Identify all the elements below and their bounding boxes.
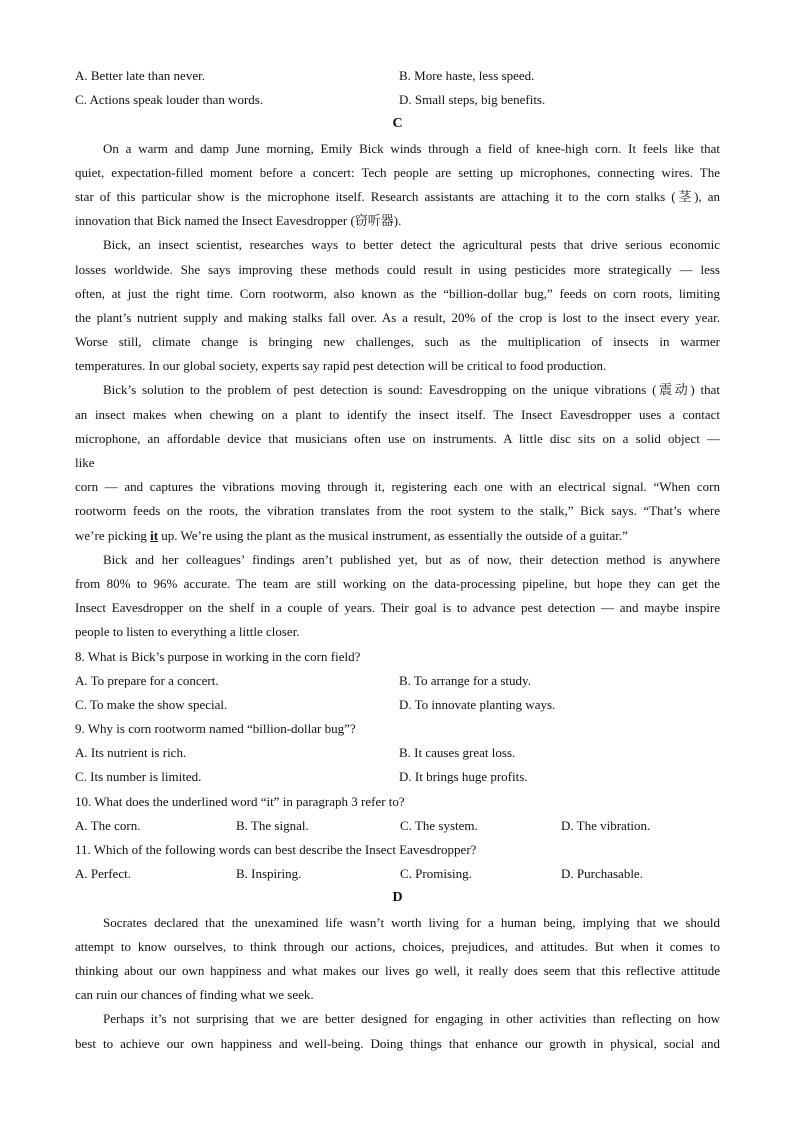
section-d-paragraph-2: [75, 1007, 720, 1055]
underlined-word: it: [150, 527, 159, 543]
text-line: Perhaps it’s not surprising that we are better designed for engaging in other activities than reflecting on how: [103, 1011, 720, 1027]
option-d: D. The vibration.: [561, 817, 651, 833]
section-c-paragraph-1: [75, 137, 720, 234]
section-c-paragraph-4: [75, 548, 720, 645]
section-c-heading: C: [392, 116, 403, 132]
question-9-options-row-2: [75, 765, 720, 789]
text-line: Insect Eavesdropper on the shelf in a couple of years. Their goal is to advance pest detection — and maybe inspire: [75, 600, 720, 616]
option-b: B. Inspiring.: [236, 866, 302, 882]
text-line: an insect makes when chewing on a plant to identify the insect itself. The Insect Eavesdropper uses a contact: [75, 406, 720, 422]
text-line: thinking about our own happiness and what makes our lives go well, it really does seem that this reflective attitude: [75, 962, 720, 978]
option-b: B. More haste, less speed.: [399, 68, 535, 83]
text-line: losses worldwide. She says improving these methods could result in using pesticides more strategically — less: [75, 261, 720, 277]
option-d: D. To innovate planting ways.: [399, 696, 556, 712]
text-line: people to listen to everything a little closer.: [75, 624, 300, 640]
text-line: Bick and her colleagues’ findings aren’t published yet, but as of now, their detection method is anywhere: [103, 551, 720, 567]
text-line: Socrates declared that the unexamined life wasn’t worth living for a human being, implying that we should: [103, 914, 720, 930]
option-c: C. Actions speak louder than words.: [75, 92, 264, 108]
question-9-stem: 9. Why is corn rootworm named “billion-dollar bug”?: [75, 721, 356, 737]
text-line: rootworm feeds on the roots, the vibration translates from the root system to the stalk,” Bick says. “That’s where: [75, 503, 720, 519]
prev-options-row-2: [75, 88, 720, 112]
question-11-options: [75, 862, 720, 886]
option-a: A. To prepare for a concert.: [75, 672, 219, 688]
section-d-heading: D: [392, 890, 403, 906]
exam-page: [75, 64, 720, 1056]
option-a: A. The corn.: [75, 817, 141, 833]
text-line: like: [75, 455, 95, 470]
option-c: C. Its number is limited.: [75, 769, 202, 785]
text-line: corn — and captures the vibrations moving through it, registering each one with an electrical signal. “When corn: [75, 479, 720, 495]
question-8-stem: 8. What is Bick’s purpose in working in the corn field?: [75, 648, 361, 664]
section-c-paragraph-3: [75, 378, 720, 547]
text-line: [75, 524, 720, 548]
text-line: best to achieve our own happiness and well-being. Doing things that enhance our growth in physical, social and: [75, 1035, 720, 1051]
text-line: quiet, expectation-filled moment before a concert: Tech people are setting up microphones, connecting wires. The: [75, 164, 720, 180]
option-c: C. To make the show special.: [75, 696, 228, 712]
text-line: can ruin our chances of finding what we seek.: [75, 987, 314, 1003]
text-line: star of this particular show is the microphone itself. Research assistants are attaching it to the corn stalks (茎), an: [75, 188, 720, 204]
text-line: Worse still, climate change is bringing new challenges, such as the multiplication of insects in warmer: [75, 334, 720, 350]
option-a: A. Its nutrient is rich.: [75, 745, 187, 761]
question-8-options-row-2: [75, 693, 720, 717]
text-line: Bick, an insect scientist, researches ways to better detect the agricultural pests that drive serious economic: [103, 237, 720, 253]
text-line: often, at just the right time. Corn rootworm, also known as the “billion-dollar bug,” feeds on corn roots, limiting: [75, 285, 720, 301]
question-9-options-row-1: [75, 741, 720, 765]
option-b: B. It causes great loss.: [399, 745, 516, 761]
prev-options-row-1: [75, 64, 720, 88]
text-line: innovation that Bick named the Insect Eavesdropper (窃听器).: [75, 213, 402, 229]
text-line: the plant’s nutrient supply and making stalks fall over. As a result, 20% of the crop is lost to the insect every year.: [75, 309, 720, 325]
question-10-options: [75, 814, 720, 838]
question-11-stem: 11. Which of the following words can best describe the Insect Eavesdropper?: [75, 842, 477, 857]
option-d: D. Purchasable.: [561, 866, 643, 882]
option-d: D. It brings huge profits.: [399, 769, 528, 785]
section-d-paragraph-1: [75, 911, 720, 1008]
text-segment: we’re picking: [75, 527, 151, 543]
section-c-paragraph-2: [75, 233, 720, 378]
option-c: C. The system.: [400, 817, 478, 833]
question-8-options-row-1: [75, 669, 720, 693]
option-a: A. Better late than never.: [75, 68, 205, 83]
text-line: from 80% to 96% accurate. The team are still working on the data-processing pipeline, but hope they can get the: [75, 575, 720, 591]
text-line: microphone, an affordable device that musicians often use on instruments. A little disc sits on a solid object —: [75, 430, 720, 446]
option-a: A. Perfect.: [75, 866, 131, 882]
option-b: B. To arrange for a study.: [399, 672, 531, 688]
text-line: On a warm and damp June morning, Emily Bick winds through a field of knee-high corn. It feels like that: [103, 140, 720, 156]
question-10-stem: 10. What does the underlined word “it” in paragraph 3 refer to?: [75, 793, 405, 809]
option-c: C. Promising.: [400, 866, 472, 882]
text-line: attempt to know ourselves, to think through our actions, choices, prejudices, and attitudes. But when it comes to: [75, 938, 720, 954]
option-d: D. Small steps, big benefits.: [399, 92, 546, 108]
option-b: B. The signal.: [236, 817, 309, 833]
text-line: temperatures. In our global society, experts say rapid pest detection will be critical to food production.: [75, 358, 607, 374]
text-line: Bick’s solution to the problem of pest detection is sound: Eavesdropping on the unique vibrations (震动) that: [103, 382, 720, 398]
text-segment: up. We’re using the plant as the musical instrument, as essentially the outside of a guitar.”: [158, 527, 628, 543]
